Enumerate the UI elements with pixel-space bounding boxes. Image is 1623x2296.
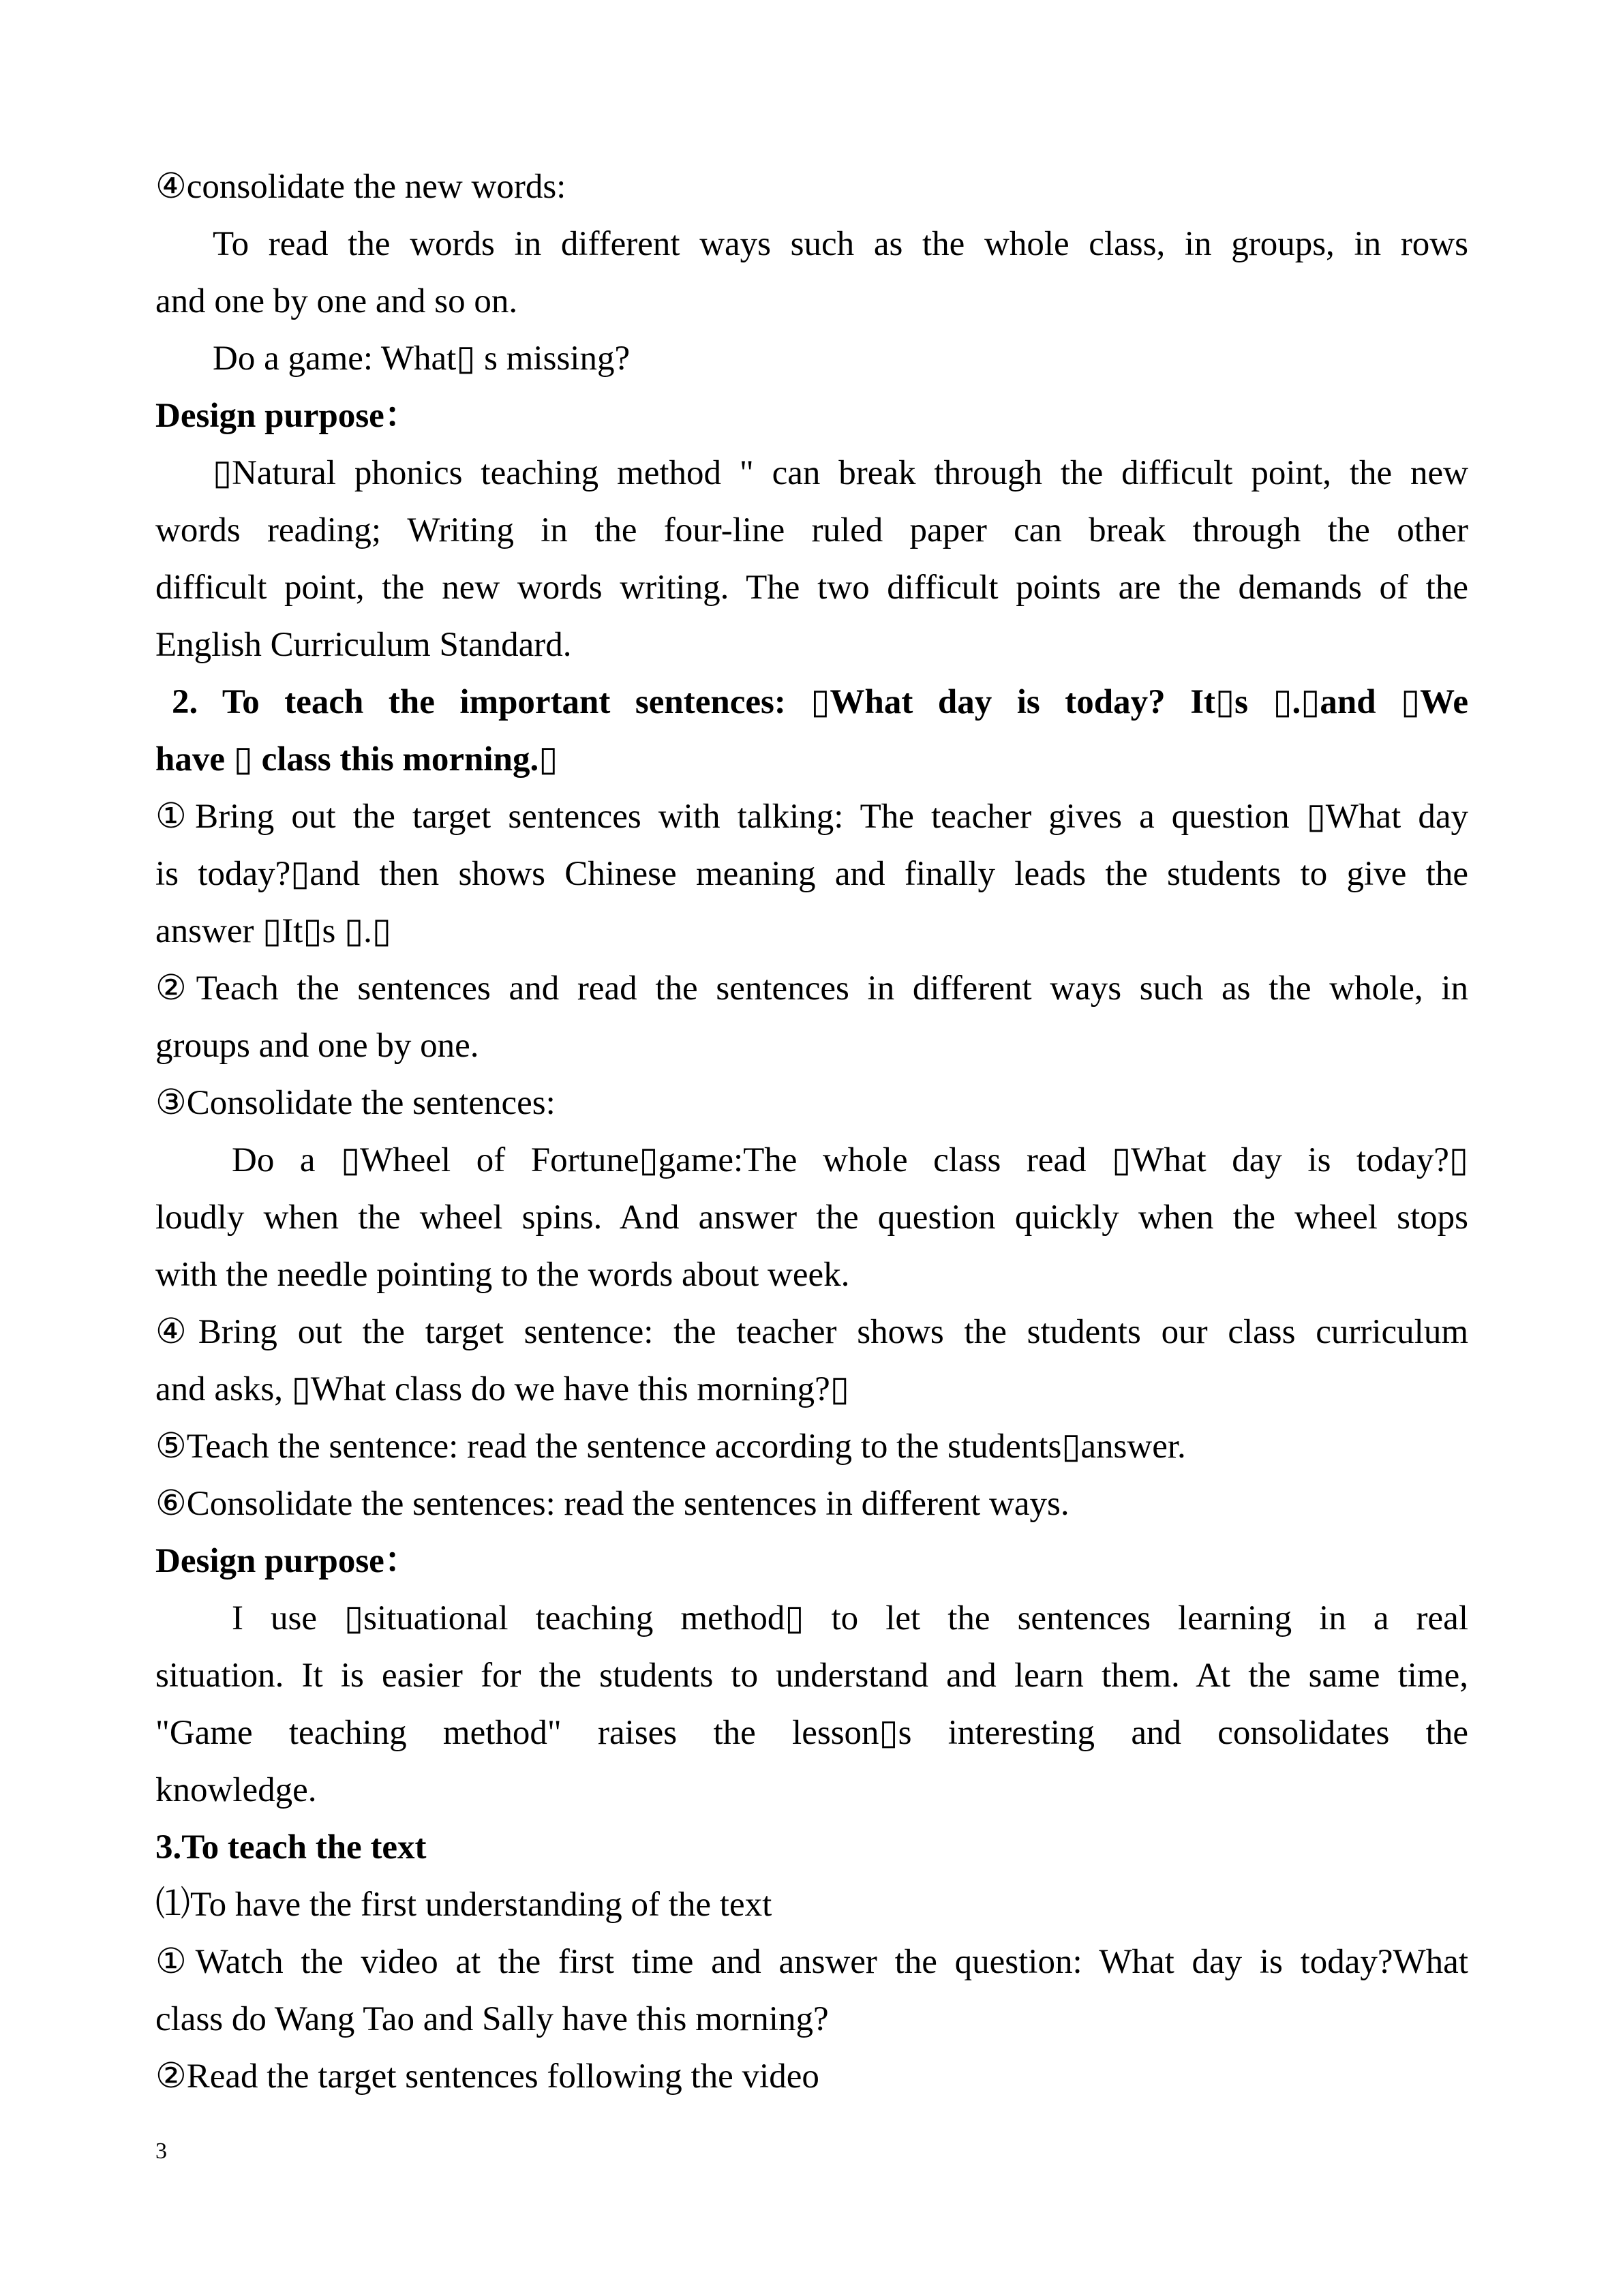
text-line: knowledge. xyxy=(155,1771,317,1809)
text-line: I use ▯situational teaching method▯ to let the sentences learning in a real xyxy=(232,1599,1468,1637)
text-line: and one by one and so on. xyxy=(155,282,518,320)
text-line: ⑴To have the first understanding of the text xyxy=(155,1886,772,1924)
text-line: ①Watch the video at the first time and answer the question: What day is today?What xyxy=(155,1943,1468,1981)
page-number: 3 xyxy=(155,2139,167,2164)
text-line: ⑤Teach the sentence: read the sentence according to the students▯answer. xyxy=(155,1428,1186,1466)
text-line: ①Bring out the target sentences with talking: The teacher gives a question ▯What day xyxy=(155,798,1468,836)
text-line: ②Teach the sentences and read the sentences in different ways such as the whole, in xyxy=(155,969,1468,1008)
text-line: English Curriculum Standard. xyxy=(155,626,572,664)
text-line: and asks, ▯What class do we have this morning?▯ xyxy=(155,1370,849,1408)
text-line: with the needle pointing to the words about week. xyxy=(155,1256,850,1294)
text-line: ④consolidate the new words: xyxy=(155,168,566,206)
text-line: difficult point, the new words writing. The two difficult points are the demands of the xyxy=(155,569,1468,607)
text-line: Do a ▯Wheel of Fortune▯game:The whole class read ▯What day is today?▯ xyxy=(232,1141,1468,1179)
text-line: "Game teaching method" raises the lesson▯s interesting and consolidates the xyxy=(155,1714,1468,1752)
text-line: ▯Natural phonics teaching method " can break through the difficult point, the new xyxy=(213,454,1468,492)
text-line: Do a game: What▯ s missing? xyxy=(213,339,631,378)
text-line: To read the words in different ways such as the whole class, in groups, in rows xyxy=(213,225,1468,263)
text-line: ②Read the target sentences following the video xyxy=(155,2057,819,2096)
text-line: loudly when the wheel spins. And answer the question quickly when the wheel stops xyxy=(155,1198,1468,1237)
text-line: ④Bring out the target sentence: the teacher shows the students our class curriculum xyxy=(155,1313,1468,1351)
text-line: ⑥Consolidate the sentences: read the sentences in different ways. xyxy=(155,1485,1070,1523)
text-line: class do Wang Tao and Sally have this morning? xyxy=(155,2000,829,2038)
text-line: ③Consolidate the sentences: xyxy=(155,1084,556,1122)
section-heading: have ▯ class this morning.▯ xyxy=(155,740,558,779)
section-heading: 2. To teach the important sentences: ▯What day is today? It▯s ▯.▯and ▯We xyxy=(172,683,1468,721)
text-line: situation. It is easier for the students to understand and learn them. At the same time, xyxy=(155,1657,1468,1695)
text-line: answer ▯It▯s ▯.▯ xyxy=(155,912,391,950)
text-line: words reading; Writing in the four-line ruled paper can break through the other xyxy=(155,511,1468,549)
section-heading: Design purpose： xyxy=(155,1542,419,1580)
text-line: groups and one by one. xyxy=(155,1027,479,1065)
section-heading: 3.To teach the text xyxy=(155,1828,427,1867)
section-heading: Design purpose： xyxy=(155,397,419,435)
text-line: is today?▯and then shows Chinese meaning and finally leads the students to give the xyxy=(155,855,1468,893)
